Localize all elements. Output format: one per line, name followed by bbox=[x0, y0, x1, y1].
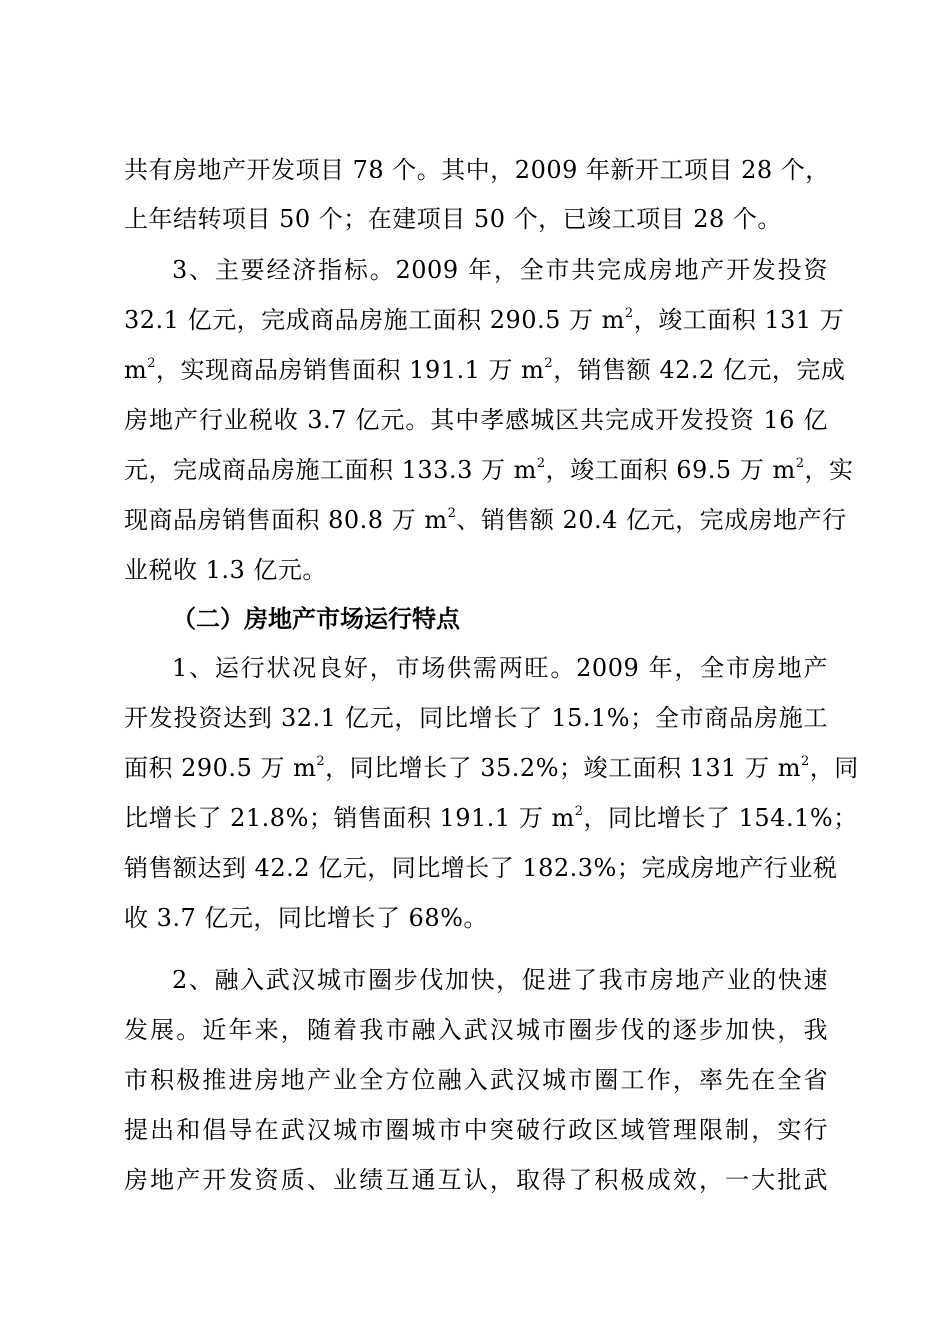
paragraph-line: 房地产行业税收 3.7 亿元。其中孝感城区共完成开发投资 16 亿 bbox=[124, 406, 828, 434]
paragraph-line: 比增长了 21.8%；销售面积 191.1 万 $m^2$，同比增长了 154.1%； bbox=[124, 804, 858, 832]
paragraph-line: 上年结转项目 50 个；在建项目 50 个，已竣工项目 28 个。 bbox=[124, 205, 782, 233]
paragraph-line: 发展。近年来，随着我市融入武汉城市圈步伐的逐步加快，我 bbox=[124, 1016, 828, 1044]
paragraph-line: 房地产开发资质、业绩互通互认，取得了积极成效，一大批武 bbox=[124, 1166, 828, 1194]
paragraph-line: $m^2$，实现商品房销售面积 191.1 万 $m^2$，销售额 42.2 亿元，完成 bbox=[124, 356, 846, 384]
paragraph-line: 现商品房销售面积 80.8 万 $m^2$、销售额 20.4 亿元，完成房地产行 bbox=[124, 506, 847, 534]
paragraph-line: 收 3.7 亿元，同比增长了 68%。 bbox=[124, 904, 488, 932]
paragraph-line: 2、融入武汉城市圈步伐加快，促进了我市房地产业的快速 bbox=[172, 966, 828, 994]
section-heading: （二）房地产市场运行特点 bbox=[172, 604, 460, 633]
paragraph-line: 业税收 1.3 亿元。 bbox=[124, 556, 327, 584]
paragraph-line: 元，完成商品房施工面积 133.3 万 $m^2$，竣工面积 69.5 万 $m^2$，实 bbox=[124, 456, 854, 484]
paragraph-line: 提出和倡导在武汉城市圈城市中突破行政区域管理限制，实行 bbox=[124, 1116, 828, 1144]
paragraph-line: 面积 290.5 万 $m^2$，同比增长了 35.2%；竣工面积 131 万 $m^2$，同 bbox=[124, 754, 859, 782]
paragraph-line: 3、主要经济指标。2009 年，全市共完成房地产开发投资 bbox=[172, 256, 828, 284]
paragraph-line: 销售额达到 42.2 亿元，同比增长了 182.3%；完成房地产行业税 bbox=[124, 854, 838, 882]
paragraph-line: 1、运行状况良好，市场供需两旺。2009 年，全市房地产 bbox=[172, 654, 828, 682]
paragraph-line: 开发投资达到 32.1 亿元，同比增长了 15.1%；全市商品房施工 bbox=[124, 704, 828, 732]
paragraph-line: 市积极推进房地产业全方位融入武汉城市圈工作，率先在全省 bbox=[124, 1066, 828, 1094]
paragraph-line: 32.1 亿元，完成商品房施工面积 290.5 万 $m^2$，竣工面积 131 万 bbox=[124, 306, 845, 334]
paragraph-line: 共有房地产开发项目 78 个。其中，2009 年新开工项目 28 个， bbox=[124, 156, 830, 184]
